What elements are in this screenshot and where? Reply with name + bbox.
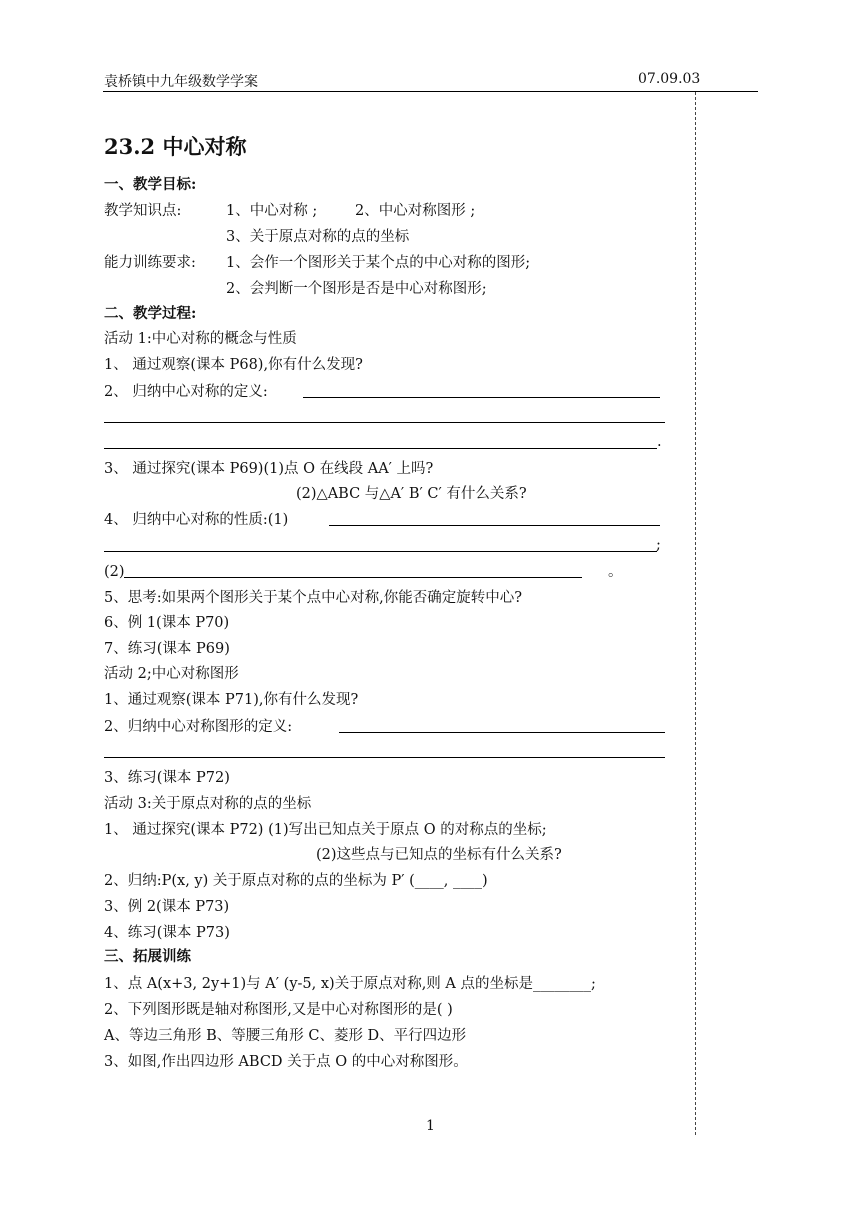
period-mark: . (657, 434, 662, 450)
activity1-q2: 2、 归纳中心对称的定义: (104, 384, 268, 400)
activity1-q1: 1、 通过观察(课本 P68),你有什么发现? (104, 357, 363, 373)
activity2-q3: 3、练习(课本 P72) (104, 770, 230, 786)
activity3-q3: 3、例 2(课本 P73) (104, 899, 230, 915)
activity2-q2: 2、归纳中心对称图形的定义: (104, 719, 293, 735)
knowledge-item-3: 3、关于原点对称的点的坐标 (226, 229, 410, 245)
activity1-q4: 4、 归纳中心对称的性质:(1) (104, 512, 289, 528)
answer-blank (329, 525, 660, 526)
margin-dashed-line (695, 92, 696, 1135)
answer-blank (124, 577, 582, 578)
activity1-q3b: (2)△ABC 与△A′ B′ C′ 有什么关系? (296, 486, 527, 502)
extension-q3: 3、如图,作出四边形 ABCD 关于点 O 的中心对称图形。 (104, 1054, 468, 1070)
page-number: 1 (426, 1118, 435, 1134)
ability-item-2: 2、会判断一个图形是否是中心对称图形; (226, 281, 487, 297)
answer-blank (104, 422, 665, 423)
knowledge-label: 教学知识点: (104, 203, 182, 219)
section-heading-extension: 三、拓展训练 (104, 948, 191, 965)
section-heading-goals: 一、教学目标: (104, 176, 197, 193)
answer-blank (104, 448, 657, 449)
activity3-q4: 4、练习(课本 P73) (104, 925, 230, 941)
activity1-title: 活动 1:中心对称的概念与性质 (104, 331, 297, 347)
answer-blank (339, 732, 665, 733)
knowledge-item-2: 2、中心对称图形 ; (355, 203, 476, 219)
answer-blank (104, 757, 665, 758)
activity2-title: 活动 2;中心对称图形 (104, 666, 239, 682)
activity3-q2: 2、归纳:P(x, y) 关于原点对称的点的坐标为 P′ (____, ____) (104, 873, 488, 889)
extension-q2-options: A、等边三角形 B、等腰三角形 C、菱形 D、平行四边形 (104, 1028, 467, 1044)
section-heading-process: 二、教学过程: (104, 305, 197, 322)
knowledge-item-1: 1、中心对称 ; (226, 203, 318, 219)
header-left: 袁桥镇中九年级数学学案 (104, 74, 258, 90)
activity1-q3a: 3、 通过探究(课本 P69)(1)点 O 在线段 AA′ 上吗? (104, 461, 434, 477)
extension-q2: 2、下列图形既是轴对称图形,又是中心对称图形的是( ) (104, 1002, 453, 1018)
answer-blank (303, 397, 660, 398)
full-stop-mark: 。 (608, 564, 623, 580)
ability-item-1: 1、会作一个图形关于某个点的中心对称的图形; (226, 255, 531, 271)
ability-label: 能力训练要求: (104, 255, 196, 271)
activity1-q4b: (2) (104, 564, 125, 580)
activity2-q1: 1、通过观察(课本 P71),你有什么发现? (104, 692, 359, 708)
page-title: 23.2 中心对称 (104, 134, 247, 159)
header-rule (103, 91, 758, 92)
activity1-q5: 5、思考:如果两个图形关于某个点中心对称,你能否确定旋转中心? (104, 590, 522, 606)
activity1-q7: 7、练习(课本 P69) (104, 641, 230, 657)
answer-blank (104, 551, 657, 552)
activity3-title: 活动 3:关于原点对称的点的坐标 (104, 796, 312, 812)
semicolon-mark: ; (656, 537, 661, 553)
activity1-q6: 6、例 1(课本 P70) (104, 615, 230, 631)
extension-q1: 1、点 A(x+3, 2y+1)与 A′ (y-5, x)关于原点对称,则 A 点的坐标是________; (104, 976, 596, 992)
activity3-q1a: 1、 通过探究(课本 P72) (1)写出已知点关于原点 O 的对称点的坐标; (104, 822, 547, 838)
header-date: 07.09.03 (638, 71, 701, 87)
activity3-q1b: (2)这些点与已知点的坐标有什么关系? (316, 847, 562, 863)
